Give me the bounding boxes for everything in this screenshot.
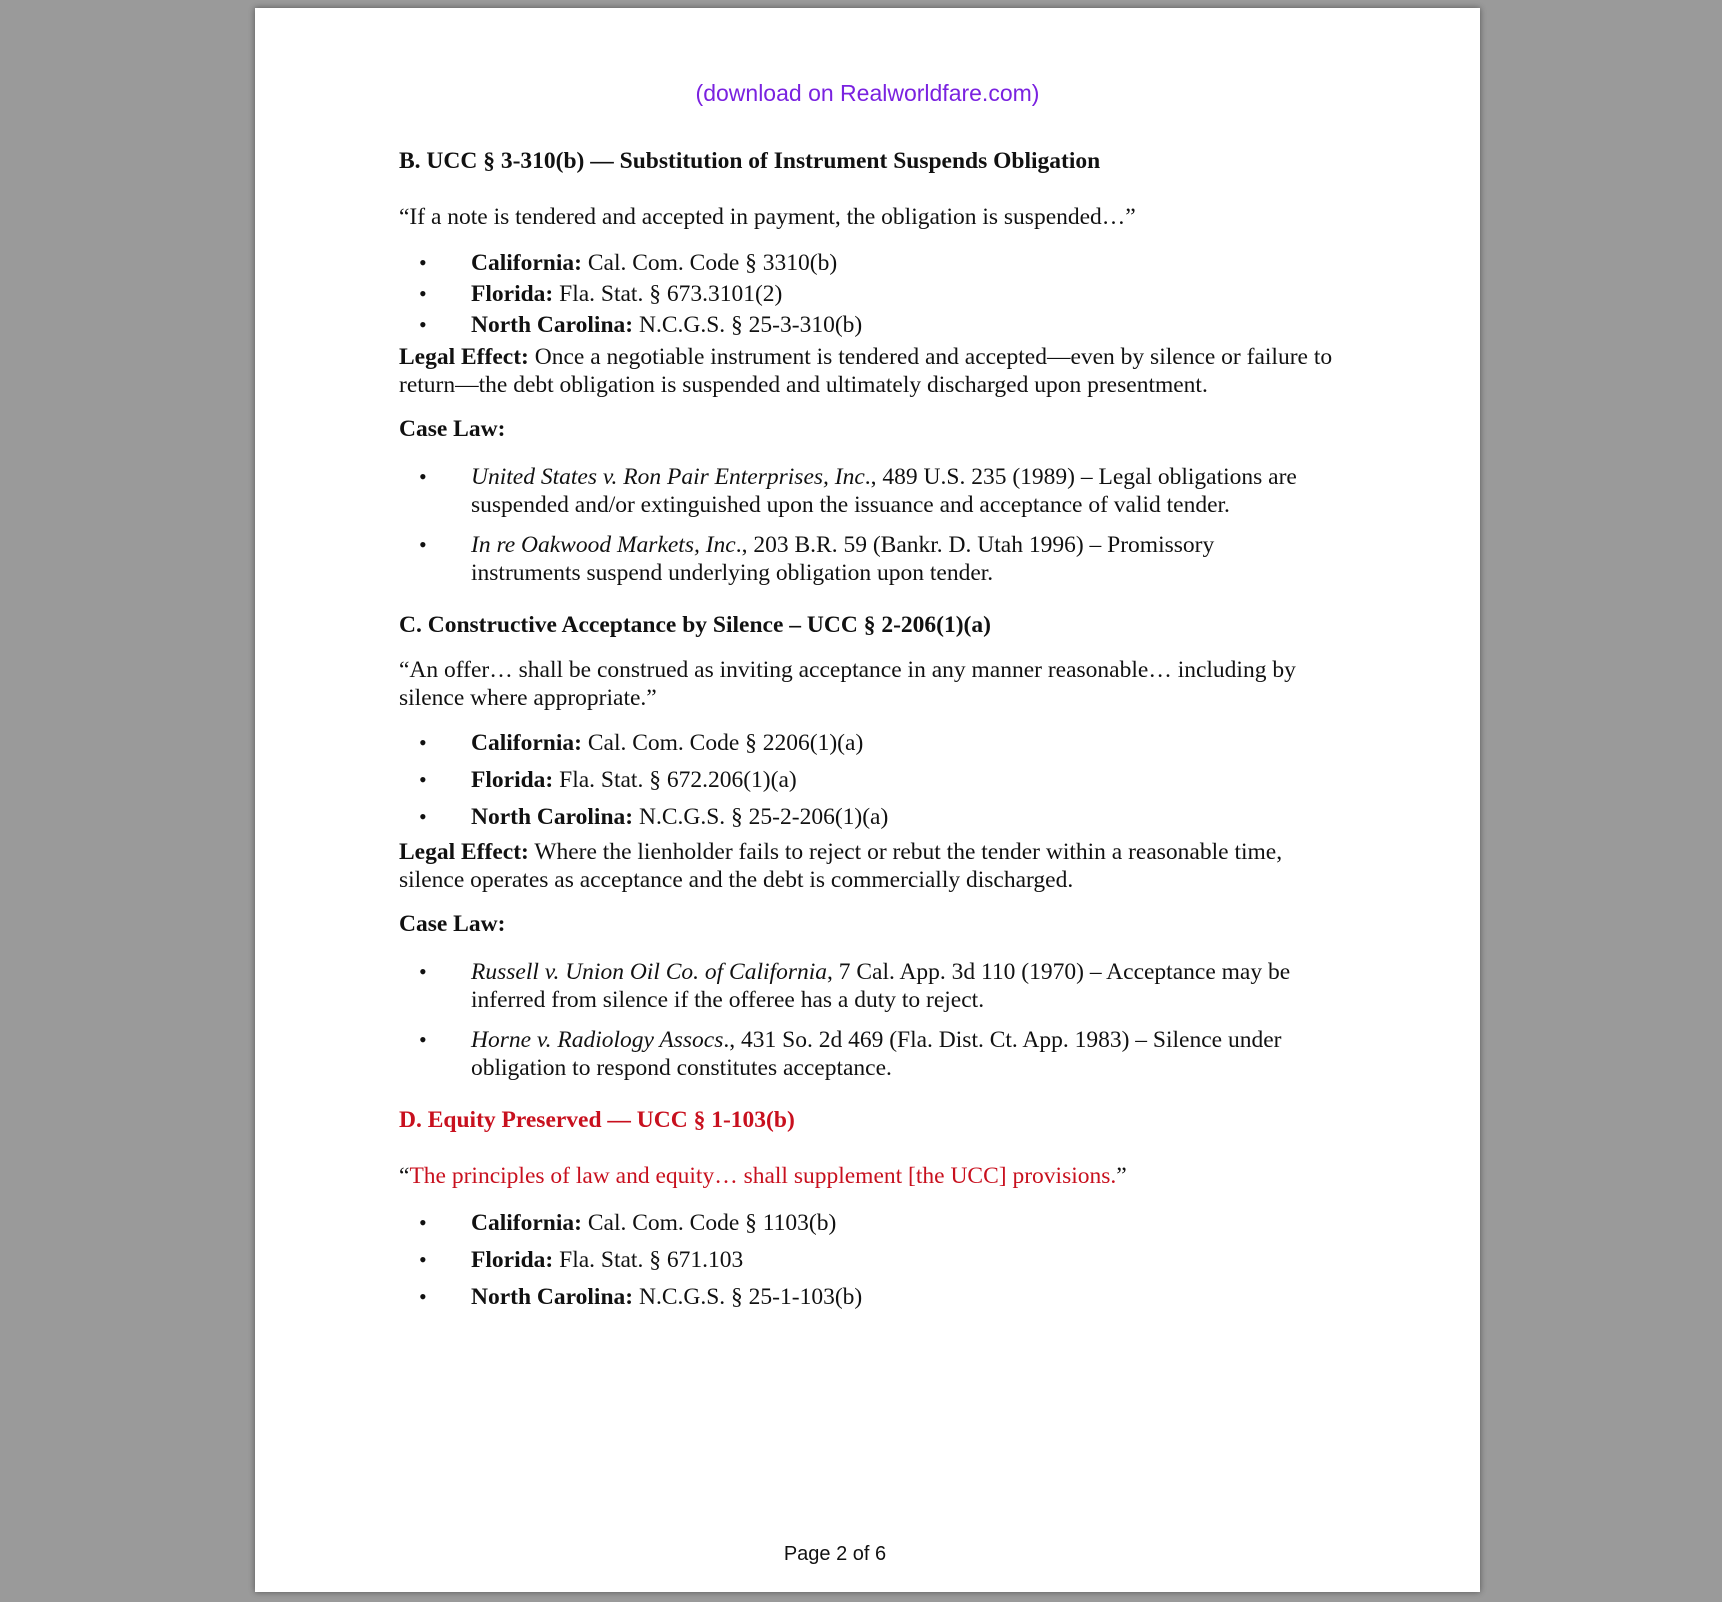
bullet-icon: •: [419, 1027, 427, 1052]
section-b-caselaw-label: Case Law:: [399, 416, 506, 442]
statute-item: • Florida: Fla. Stat. § 671.103: [419, 1247, 744, 1273]
statute-item: • Florida: Fla. Stat. § 672.206(1)(a): [419, 767, 797, 793]
statute-item: • California: Cal. Com. Code § 3310(b): [419, 250, 838, 276]
section-b-heading: B. UCC § 3-310(b) — Substitution of Instrument Suspends Obligation: [399, 148, 1101, 174]
bullet-icon: •: [419, 312, 427, 337]
statute-item: • North Carolina: N.C.G.S. § 25-3-310(b): [419, 312, 863, 338]
page-number: Page 2 of 6: [783, 1543, 887, 1565]
section-d-quote: “The principles of law and equity… shall supplement [the UCC] provisions.”: [399, 1163, 1127, 1189]
document-page: [255, 8, 1480, 1592]
bullet-icon: •: [419, 804, 427, 829]
statute-item: • Florida: Fla. Stat. § 673.3101(2): [419, 281, 783, 307]
section-c-caselaw-label: Case Law:: [399, 911, 506, 937]
statute-item: • California: Cal. Com. Code § 1103(b): [419, 1210, 837, 1236]
bullet-icon: •: [419, 250, 427, 275]
section-d-statutes: [399, 1209, 1339, 1311]
section-b-cases: [399, 463, 1339, 599]
download-note[interactable]: (download on Realworldfare.com): [695, 80, 1040, 106]
section-c-legal-effect: Legal Effect: Where the lienholder fails to reject or rebut the tender within a reasonable time, silence operates as acceptance and the debt is commercially discharged.: [399, 839, 1283, 893]
case-item: • In re Oakwood Markets, Inc., 203 B.R. 59 (Bankr. D. Utah 1996) – Promissory instruments suspend underlying obligation upon tender.: [419, 532, 1215, 586]
section-d-heading: D. Equity Preserved — UCC § 1-103(b): [399, 1107, 795, 1133]
case-item: • United States v. Ron Pair Enterprises, Inc., 489 U.S. 235 (1989) – Legal obligations are suspended and/or extinguished upon the issuance and acceptance of valid tender.: [419, 464, 1297, 518]
section-b-quote: “If a note is tendered and accepted in payment, the obligation is suspended…”: [399, 204, 1136, 230]
bullet-icon: •: [419, 767, 427, 792]
section-b-statutes: [399, 249, 1339, 339]
case-item: • Horne v. Radiology Assocs., 431 So. 2d 469 (Fla. Dist. Ct. App. 1983) – Silence under obligation to respond constitutes acceptance.: [419, 1027, 1282, 1081]
section-c-heading: C. Constructive Acceptance by Silence – UCC § 2-206(1)(a): [399, 612, 991, 638]
bullet-icon: •: [419, 959, 427, 984]
section-c-statutes: [399, 729, 1339, 831]
section-c-quote: “An offer… shall be construed as inviting acceptance in any manner reasonable… including by silence where appropriate.”: [399, 657, 1296, 711]
bullet-icon: •: [419, 1210, 427, 1235]
case-item: • Russell v. Union Oil Co. of California, 7 Cal. App. 3d 110 (1970) – Acceptance may be inferred from silence if the offeree has a duty to reject.: [419, 959, 1291, 1013]
statute-item: • North Carolina: N.C.G.S. § 25-2-206(1)(a): [419, 804, 889, 830]
bullet-icon: •: [419, 730, 427, 755]
bullet-icon: •: [419, 532, 427, 557]
section-c-cases: [399, 958, 1339, 1094]
section-b-legal-effect: Legal Effect: Once a negotiable instrument is tendered and accepted—even by silence or failure to return—the debt obligation is suspended and ultimately discharged upon presentment.: [399, 344, 1333, 398]
statute-item: • North Carolina: N.C.G.S. § 25-1-103(b): [419, 1284, 863, 1310]
bullet-icon: •: [419, 281, 427, 306]
bullet-icon: •: [419, 1284, 427, 1309]
bullet-icon: •: [419, 464, 427, 489]
statute-item: • California: Cal. Com. Code § 2206(1)(a): [419, 730, 864, 756]
bullet-icon: •: [419, 1247, 427, 1272]
